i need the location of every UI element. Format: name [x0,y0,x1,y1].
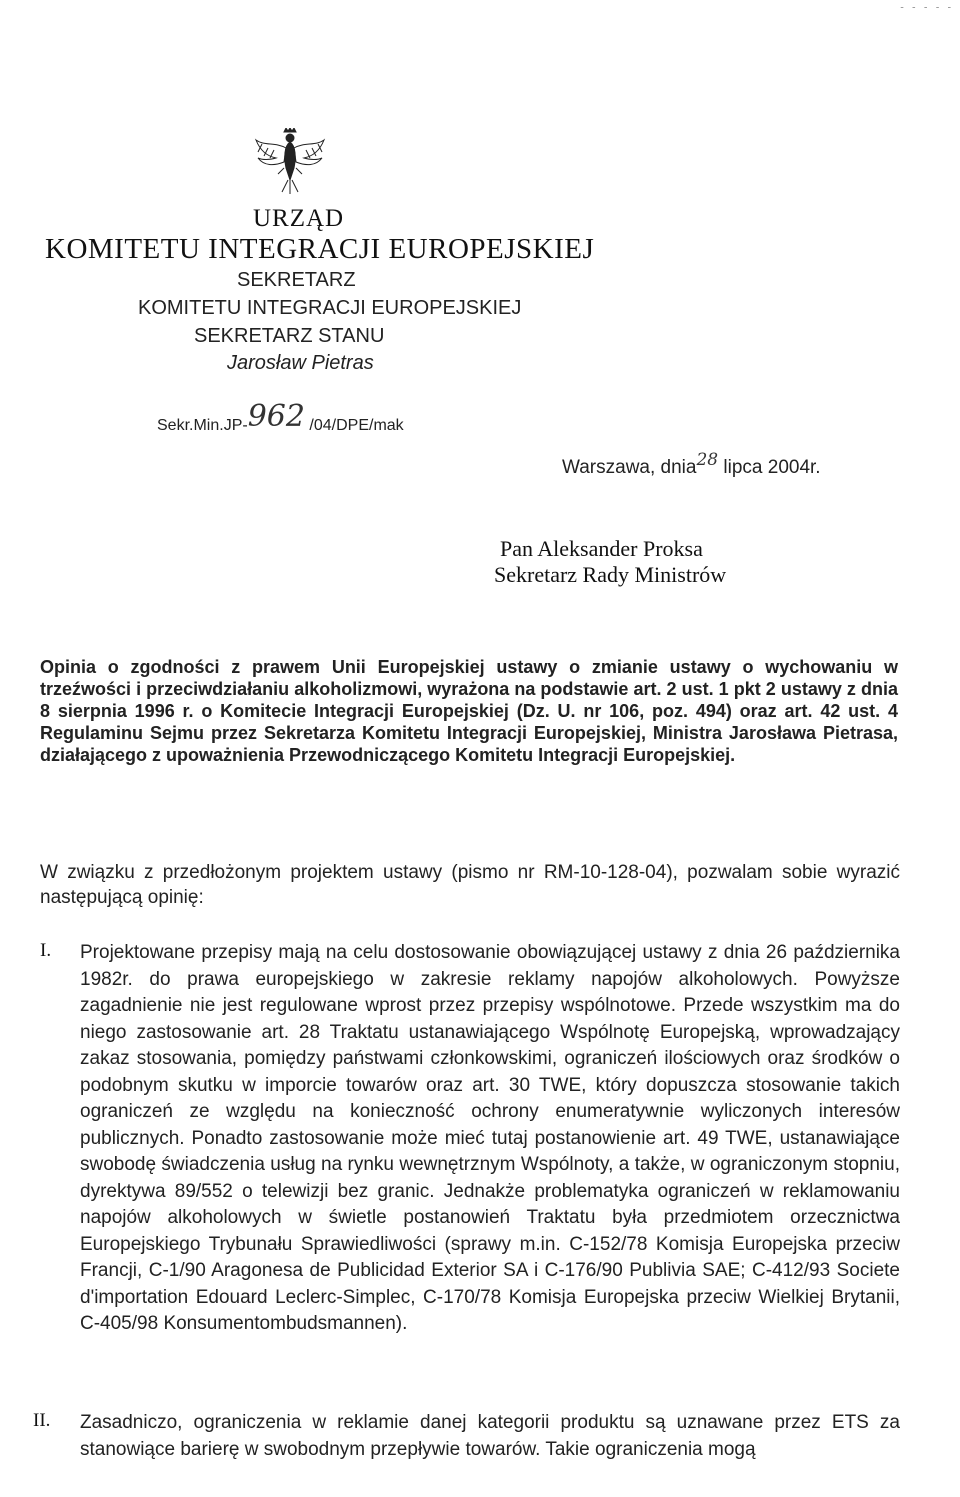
date-line [562,450,821,479]
item-1-text: Projektowane przepisy mają na celu dostosowanie obowiązującej ustawy z dnia 26 października 1982r. do prawa europejskiego w zakresie reklamy napojów alkoholowych. Powyższe zagadnienie nie jest regulowane wprost przez przepisy wspólnotowe. Przede wszystkim ma do niego zastosowanie art. 28 Traktatu ustanawiającego Wspólnotę Europejską, wprowadzający zakaz stosowania, pomiędzy państwami członkowskimi, ograniczeń ilościowych oraz środków o podobnym skutku w imporcie towarów oraz art. 30 TWE, który dopuszcza stosowanie takich ograniczeń ze względu na konieczność ochrony enumeratywnie wyliczonych interesów publicznych. Ponadto zastosowanie może mieć tutaj postanowienie art. 49 TWE, ustanawiające swobodę świadczenia usług na rynku wewnętrznym Wspólnoty, a także, w ograniczonym stopniu, dyrektywa 89/552 o telewizji bez granic. Jednakże problematyka ograniczeń w reklamowaniu napojów alkoholowych w świetle postanowień Traktatu była przedmiotem orzecznictwa Europejskiego Trybunału Sprawiedliwości (sprawy m.in. C-152/78 Komisja Europejska przeciw Francji, C-1/90 Aragonesa de Publicidad Exterior SA i C-176/90 Publivia SAE; C-412/93 Societe d'importation Edouard Leclerc-Simplec, C-170/78 Komisja Europejska przeciw Wielkiej Brytanii, C-405/98 Konsumentombudsmannen). [80,942,900,1334]
item-1-marker: I. [40,940,52,961]
date-rest: lipca 2004r. [723,457,821,478]
reference-number [157,399,404,438]
reference-prefix: Sekr.Min.JP- [157,417,248,434]
eagle-emblem-icon [250,128,328,198]
item-2-text: Zasadniczo, ograniczenia w reklamie danej kategorii produktu są uznawane przez ETS za stanowiące barierę w swobodnym przepływie towarów. Takie ograniczenia mogą [80,1412,900,1460]
reference-handwritten-number: 962 [247,399,305,434]
institution-heading: KOMITETU INTEGRACJI EUROPEJSKIEJ [45,233,595,265]
reference-suffix: /04/DPE/mak [309,417,404,434]
subject-paragraph: Opinia o zgodności z prawem Unii Europejskiej ustawy o zmianie ustawy o wychowaniu w trzeźwości i przeciwdziałaniu alkoholizmowi, wyrażona na podstawie art. 2 ust. 1 pkt 2 ustawy z dnia 8 sierpnia 1996 r. o Komitecie Integracji Europejskiej (Dz. U. nr 106, poz. 494) oraz art. 42 ust. 4 Regulaminu Sejmu przez Sekretarza Komitetu Integracji Europejskiej, Ministra Jarosława Pietrasa, działającego z upoważnienia Przewodniczącego Komitetu Integracji Europejskiej. [40,657,898,765]
date-handwritten-day: 28 [696,450,719,470]
role-line-3: SEKRETARZ STANU [194,325,385,347]
scan-marks: - - - - - [900,2,954,13]
office-heading: URZĄD [253,205,345,232]
role-line-1: SEKRETARZ [237,269,356,291]
intro-paragraph: W związku z przedłożonym projektem ustawy (pismo nr RM-10-128-04), pozwalam sobie wyrazić następującą opinię: [40,862,900,908]
item-2-marker: II. [33,1410,51,1431]
signatory-name: Jarosław Pietras [227,352,374,374]
addressee-title: Sekretarz Rady Ministrów [494,562,727,587]
addressee-name: Pan Aleksander Proksa [500,536,703,561]
role-line-2: KOMITETU INTEGRACJI EUROPEJSKIEJ [138,297,522,319]
date-place: Warszawa, dnia [562,457,697,478]
